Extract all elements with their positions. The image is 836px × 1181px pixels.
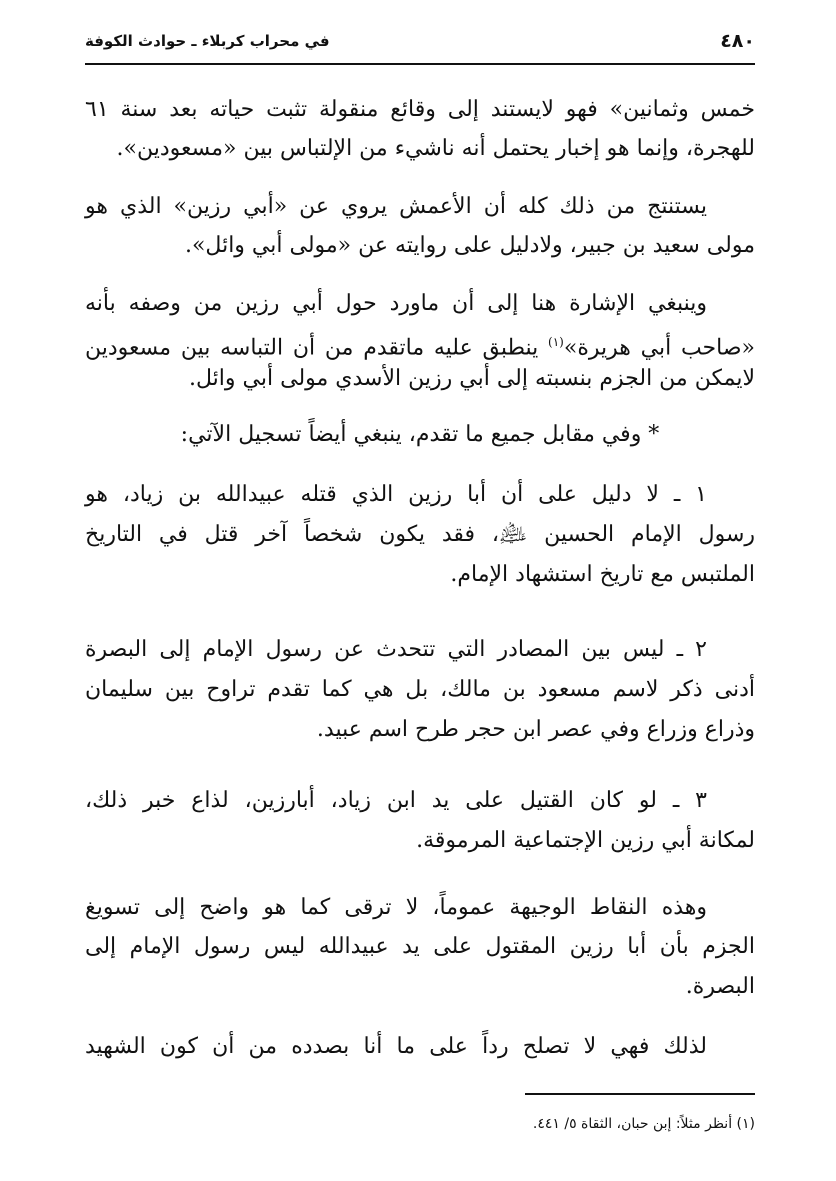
text-line: رسول الإمام الحسين ﵇، فقد يكون شخصاً آخر قتل في التاريخ — [85, 522, 755, 547]
text-line: ٢ ـ ليس بين المصادر التي تتحدث عن رسول الإمام إلى البصرة — [85, 637, 707, 662]
footnote-marker[interactable]: (١) — [548, 335, 564, 349]
text-line: وهذه النقاط الوجيهة عموماً، لا ترقى كما هو واضح إلى تسويغ — [85, 895, 707, 920]
text-line: لمكانة أبي رزين الإجتماعية المرموقة. — [416, 828, 755, 853]
text-line: ١ ـ لا دليل على أن أبا رزين الذي قتله عبيدالله بن زياد، هو — [85, 482, 707, 507]
footnote: (١) أنظر مثلاً: إبن حبان، الثقاة ٥/ ٤٤١. — [532, 1116, 755, 1132]
text-line-with-footnote — [85, 327, 755, 363]
text-line: ٣ ـ لو كان القتيل على يد ابن زياد، أبارزين، لذاع خبر ذلك، — [85, 788, 707, 813]
header-rule — [85, 63, 755, 65]
footnote-rule — [525, 1093, 755, 1095]
text-line: البصرة. — [685, 974, 755, 999]
text-line: خمس وثمانين» فهو لايستند إلى وقائع منقولة تثبت حياته بعد سنة ٦١ — [85, 97, 755, 122]
text: ينطبق عليه ماتقدم من أن التباسه بين مسعودين — [85, 335, 549, 361]
text-line: الملتبس مع تاريخ استشهاد الإمام. — [450, 562, 755, 587]
text-line: يستنتج من ذلك كله أن الأعمش يروي عن «أبي رزين» الذي هو — [85, 194, 707, 219]
section-line: * وفي مقابل جميع ما تقدم، ينبغي أيضاً تسجيل الآتي: — [180, 422, 660, 447]
text-line: أدنى ذكر لاسم مسعود بن مالك، بل هي كما تقدم تراوح بين سليمان — [85, 677, 755, 702]
text-line: لايمكن من الجزم بنسبته إلى أبي رزين الأسدي مولى أبي وائل. — [189, 366, 755, 391]
quote: «صاحب أبي هريرة» — [563, 335, 755, 361]
text-line: للهجرة، وإنما هو إخبار يحتمل أنه ناشيء من الإلتباس بين «مسعودين». — [116, 136, 755, 161]
text-line: مولى سعيد بن جبير، ولادليل على روايته عن «مولى أبي وائل». — [184, 233, 755, 258]
text-line: وذراع وزراع وفي عصر ابن حجر طرح اسم عبيد. — [316, 717, 755, 742]
text-line: لذلك فهي لا تصلح رداً على ما أنا بصدده من أن كون الشهيد — [85, 1034, 707, 1059]
text-line: وينبغي الإشارة هنا إلى أن ماورد حول أبي رزين من وصفه بأنه — [85, 291, 707, 316]
text-line: الجزم بأن أبا رزين المقتول على يد عبيدالله ليس رسول الإمام إلى — [85, 934, 755, 959]
page-header — [85, 30, 755, 58]
page-number: ٤٨٠ — [720, 30, 755, 52]
running-title: في محراب كربلاء ـ حوادث الكوفة — [85, 32, 330, 50]
